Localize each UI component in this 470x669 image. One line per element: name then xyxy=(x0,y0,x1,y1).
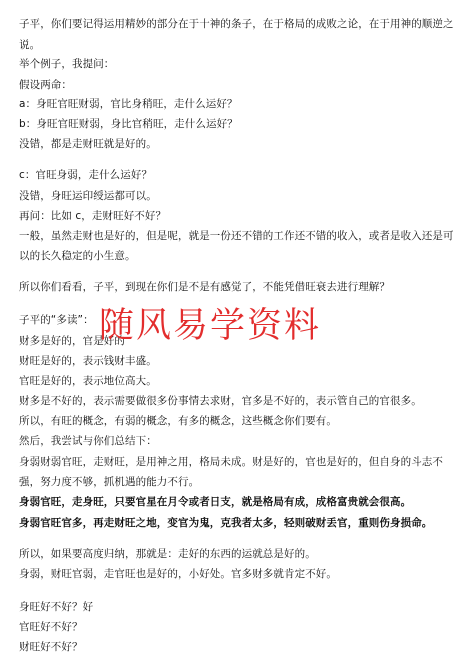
text-line: 以的长久稳定的小生意。 xyxy=(19,250,136,262)
text-line: 身旺好不好？好 xyxy=(19,601,94,613)
text-line: 没错，都是走财旺就是好的。 xyxy=(19,138,157,150)
text-line: 所以，如果要高度归纳，那就是：走好的东西的运就总是好的。 xyxy=(19,548,316,560)
text-line: 财多是好的，官是好的 xyxy=(19,335,125,347)
text-line: 假设两命： xyxy=(19,79,72,91)
text-line: 一般，虽然走财也是好的，但是呢，就是一份还不错的工作还不错的收入，或者是收入还是可 xyxy=(19,230,454,242)
text-line: 财旺好不好？ xyxy=(19,641,83,653)
text-line: 没错，身旺运印绶运都可以。 xyxy=(19,190,157,202)
text-line: c：官旺身弱，走什么运好？ xyxy=(19,169,153,181)
text-line-bold: 身弱官旺，走身旺，只要官星在月令或者日支，就是格局有成，成格富贵就会很高。 xyxy=(19,496,412,508)
text-line: 身弱，财旺官弱，走官旺也是好的，小好处。官多财多就肯定不好。 xyxy=(19,568,337,580)
text-line: 强，努力度不够，抓机遇的能力不行。 xyxy=(19,476,200,488)
text-line: 子平的“多读”： xyxy=(19,314,94,326)
text-line: 官旺好不好？ xyxy=(19,621,83,633)
text-line: 所以，有旺的概念，有弱的概念，有多的概念，这些概念你们要有。 xyxy=(19,415,337,427)
text-line: 所以你们看看，子平，到现在你们是不是有感觉了，不能凭借旺衰去进行理解？ xyxy=(19,281,390,293)
text-line: 财多是不好的，表示需要做很多份事情去求财，官多是不好的，表示管自己的官很多。 xyxy=(19,395,422,407)
text-line: a：身旺官旺财弱，官比身稍旺，走什么运好？ xyxy=(19,98,238,110)
text-line: 子平，你们要记得运用精妙的部分在于十神的条子，在于格局的成败之论，在于用神的顺逆之 xyxy=(19,18,454,30)
text-line: 官旺是好的，表示地位高大。 xyxy=(19,375,157,387)
text-line-bold: 身弱官旺官多，再走财旺之地，变官为鬼，克我者太多，轻则破财丢官，重则伤身损命。 xyxy=(19,517,433,529)
text-line: 财旺是好的，表示钱财丰盛。 xyxy=(19,355,157,367)
text-line: b：身旺官旺财弱，身比官稍旺，走什么运好？ xyxy=(19,118,238,130)
text-line: 然后，我尝试与你们总结下： xyxy=(19,435,157,447)
text-line: 举个例子，我提问： xyxy=(19,58,115,70)
text-line: 身弱财弱官旺，走财旺，是用神之用，格局未成。财是好的，官也是好的，但自身的斗志不 xyxy=(19,456,443,468)
watermark-text: 随风易学资料 xyxy=(99,306,322,346)
text-line: 再问：比如 c，走财旺好不好？ xyxy=(19,210,167,222)
text-line: 说。 xyxy=(19,39,41,51)
